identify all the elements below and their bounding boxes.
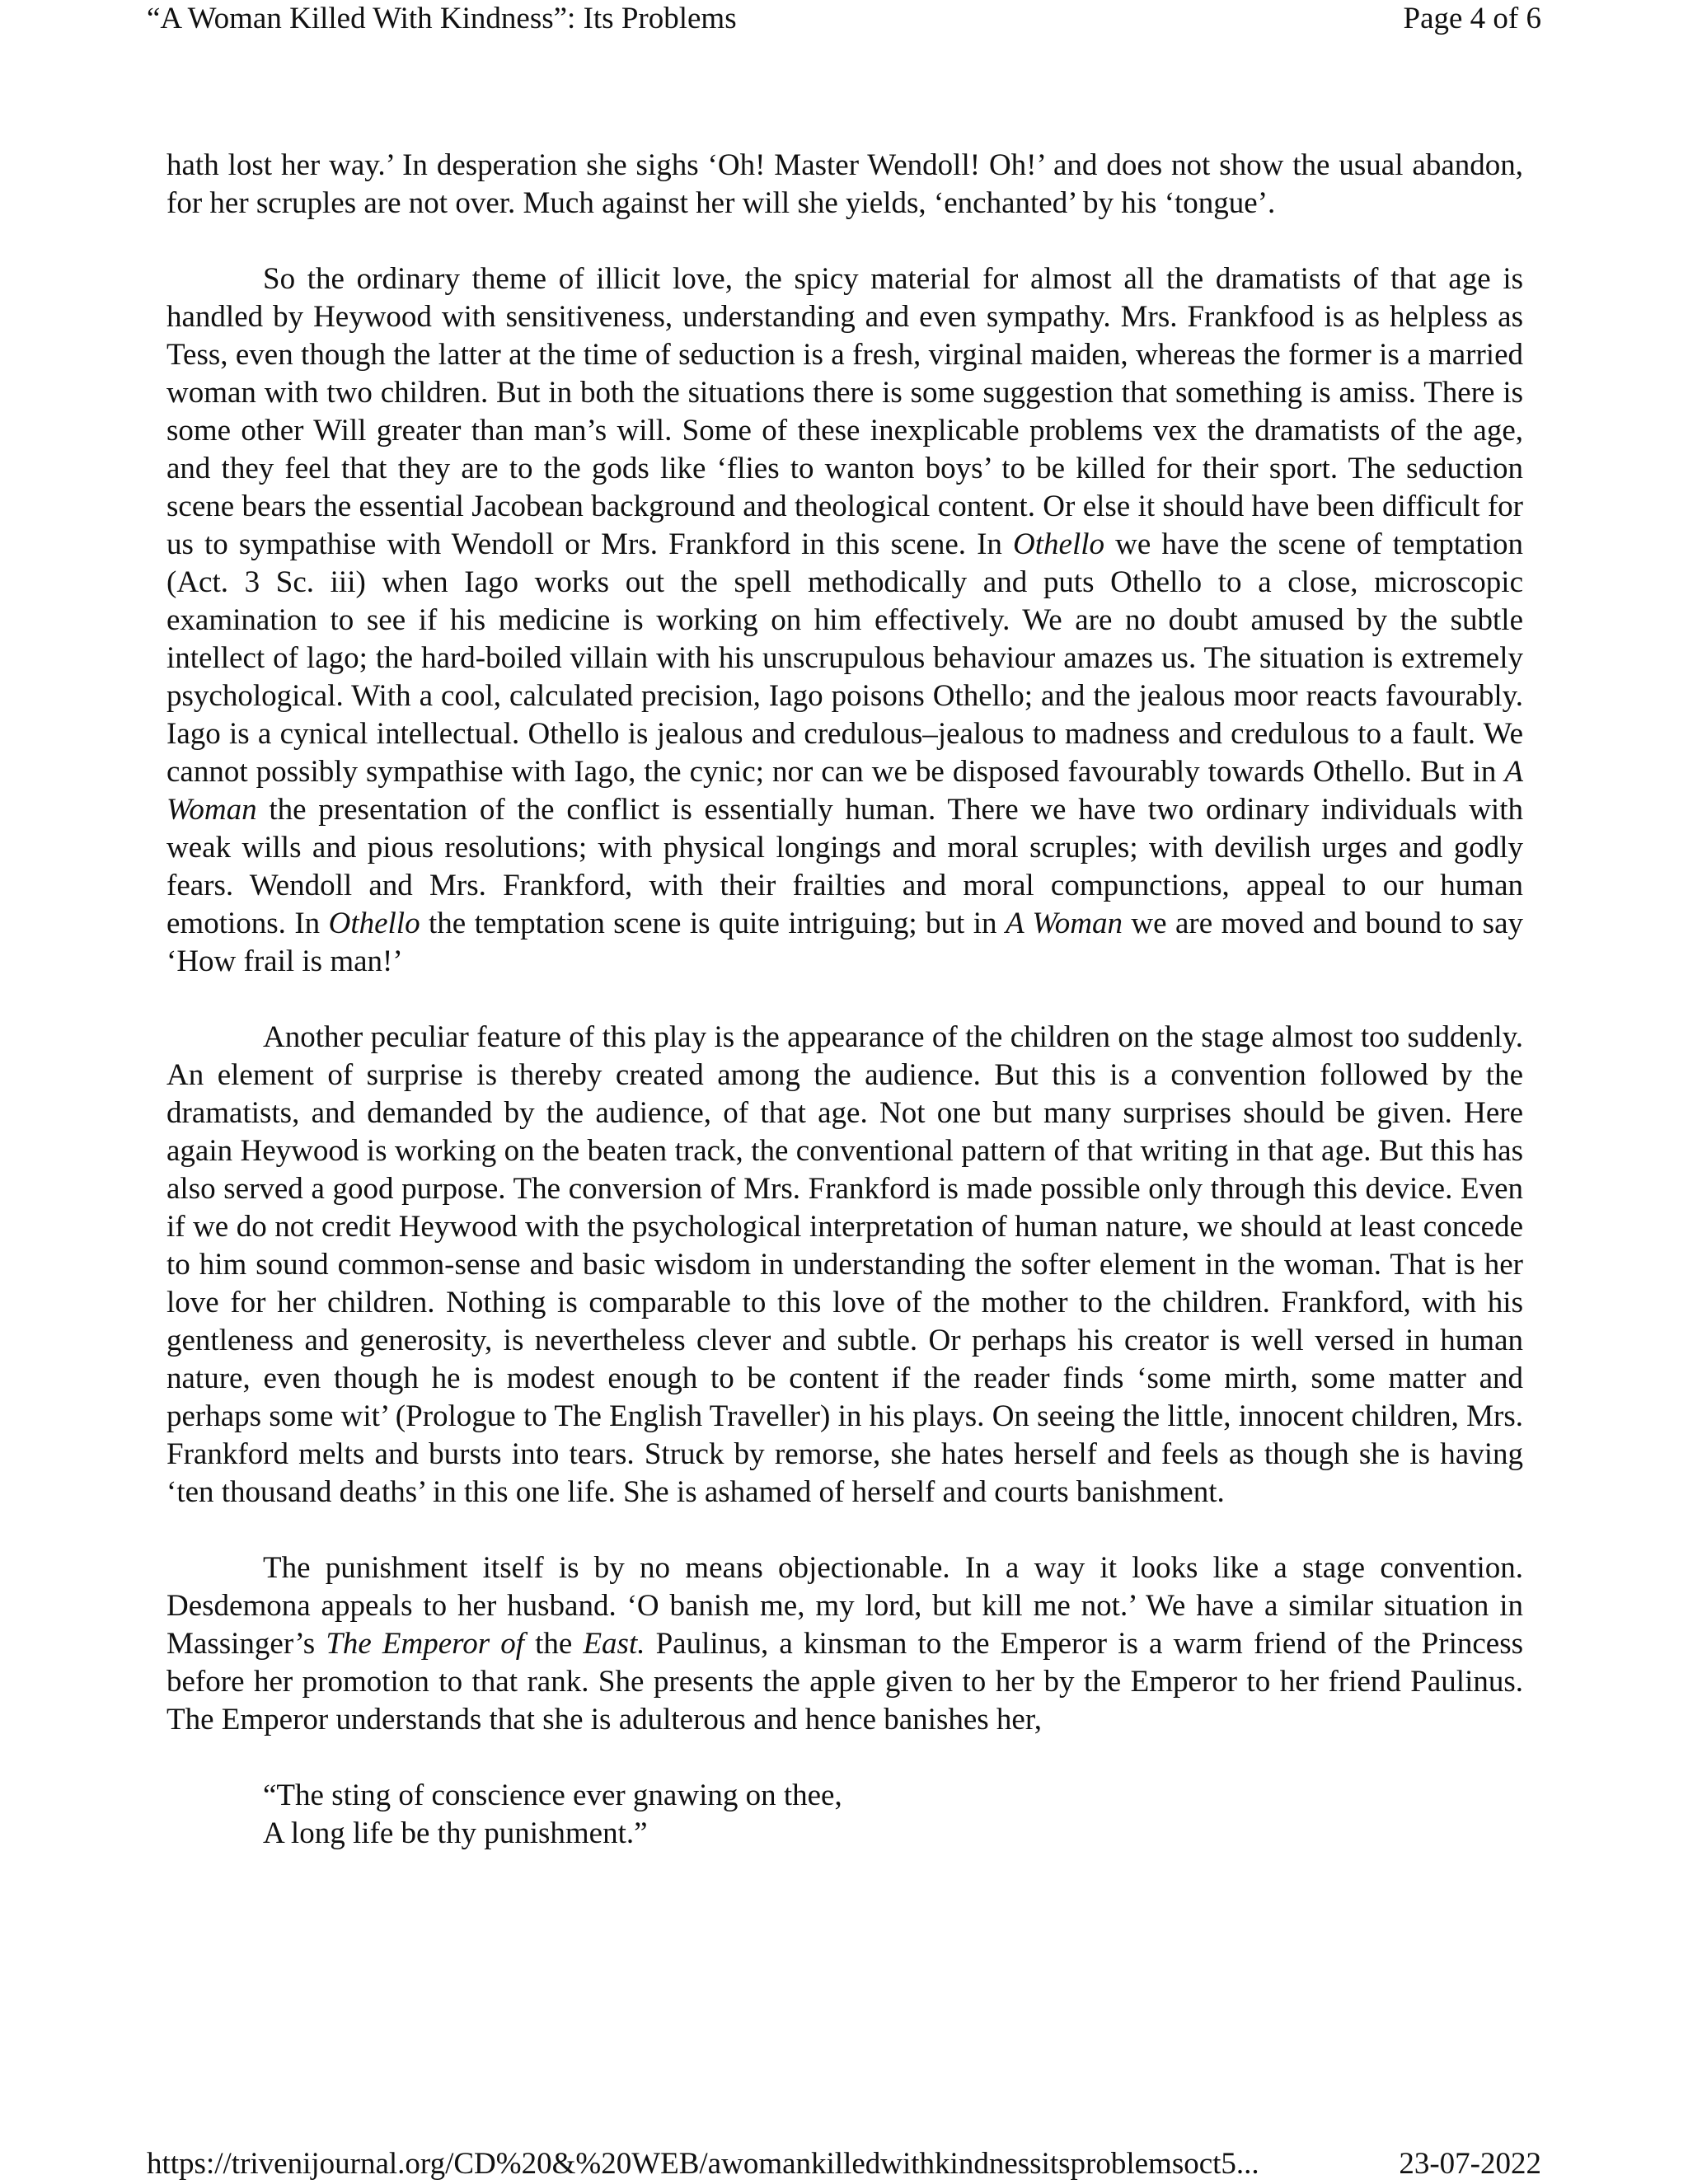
paragraph-2-italic-othello-1: Othello [1013, 527, 1104, 561]
paragraph-2-text-2: we have the scene of temptation (Act. 3 Sc. iii) when Iago works out the spell methodically and puts Othello to a close, microscopic examination to see if his medicine is working on him effectively. We are no doubt amused by the subtle intellect of lago; the hard-boiled villain with his unscrupulous behaviour amazes us. The situation is extremely psychological. With a cool, calculated precision, Iago poisons Othello; and the jealous moor reacts favourably. Iago is a cynical intellectual. Othello is jealous and credulous–jealous to madness and credulous to a fault. We cannot possibly sympathise with Iago, the cynic; nor can we be disposed favourably towards Othello. But in [166, 527, 1524, 789]
paragraph-2-text-3: the presentation of the conflict is essentially human. There we have two ordinary individuals with weak wills and pious resolutions; with physical longings and moral scruples; with devilish urges and godly fears. Wendoll and Mrs. Frankford, with their frailties and moral compunctions, appeal to our human emotions. In [166, 793, 1523, 940]
block-quote [166, 1777, 1523, 1853]
paragraph-2-italic-a-woman-1: A Woman [166, 755, 1523, 827]
article-body [166, 147, 1523, 1853]
quote-line-1: “The sting of conscience ever gnawing on thee, [263, 1779, 842, 1812]
paragraph-4-text-3: Paulinus, a kinsman to the Emperor is a warm friend of the Princess before her promotion to that rank. She presents the apple given to her by the Emperor to her friend Paulinus. The Emperor understands that she is adulterous and hence banishes her, [166, 1627, 1523, 1736]
page-number: Page 4 of 6 [1403, 2, 1541, 35]
paragraph-2-text-4: the temptation scene is quite intriguing; but in [420, 907, 1006, 940]
paragraph-4-italic-east: East. [583, 1627, 645, 1661]
paragraph-1: hath lost her way.’ In desperation she sighs ‘Oh! Master Wendoll! Oh!’ and does not show the usual abandon, for her scruples are not over. Much against her will she yields, ‘enchanted’ by his ‘tongue’. [166, 148, 1523, 220]
paragraph-2-italic-a-woman-2: A Woman [1005, 907, 1123, 940]
paragraph-4 [166, 1549, 1523, 1739]
paragraph-3: Another peculiar feature of this play is the appearance of the children on the stage almost too suddenly. An element of surprise is thereby created among the audience. But this is a convention followed by the dramatists, and demanded by the audience, of that age. Not one but many surprises should be given. Here again Heywood is working on the beaten track, the conventional pattern of that writing in that age. But this has also served a good purpose. The conversion of Mrs. Frankford is made possible only through this device. Even if we do not credit Heywood with the psychological interpretation of human nature, we should at least concede to him sound common-sense and basic wisdom in understanding the softer element in the woman. That is her love for her children. Nothing is comparable to this love of the mother to the children. Frankford, with his gentleness and generosity, is nevertheless clever and subtle. Or perhaps his creator is well versed in human nature, even though he is modest enough to be content if the reader finds ‘some mirth, some matter and perhaps some wit’ (Prologue to The English Traveller) in his plays. On seeing the little, innocent children, Mrs. Frankford melts and bursts into tears. Struck by remorse, she hates herself and feels as though she is having ‘ten thousand deaths’ in this one life. She is ashamed of herself and courts banishment. [166, 1020, 1523, 1509]
paragraph-2-italic-othello-2: Othello [328, 907, 420, 940]
footer-date: 23-07-2022 [1399, 2147, 1541, 2181]
quote-line-2: A long life be thy punishment.” [263, 1816, 648, 1850]
paragraph-4-italic-emperor-of: The Emperor of [326, 1627, 524, 1661]
footer-url: https://trivenijournal.org/CD%20&%20WEB/awomankilledwithkindnessitsproblemsoct5... [147, 2147, 1259, 2181]
paragraph-2-text-1: So the ordinary theme of illicit love, the spicy material for almost all the dramatists of that age is handled by Heywood with sensitiveness, understanding and even sympathy. Mrs. Frankfood is as helpless as Tess, even though the latter at the time of seduction is a fresh, virginal maiden, whereas the former is a married woman with two children. But in both the situations there is some suggestion that something is amiss. There is some other Will greater than man’s will. Some of these inexplicable problems vex the dramatists of the age, and they feel that they are to the gods like ‘flies to wanton boys’ to be killed for their sport. The seduction scene bears the essential Jacobean background and theological content. Or else it should have been difficult for us to sympathise with Wendoll or Mrs. Frankford in this scene. In [166, 262, 1523, 561]
header-title: “A Woman Killed With Kindness”: Its Problems [147, 2, 737, 35]
paragraph-2 [166, 260, 1523, 981]
paragraph-2-text-5: we are moved and bound to say ‘How frail is man!’ [166, 907, 1524, 978]
paragraph-4-text-2: the [524, 1627, 584, 1661]
paragraph-4-text-1: The punishment itself is by no means objectionable. In a way it looks like a stage convention. Desdemona appeals to her husband. ‘O banish me, my lord, but kill me not.’ We have a similar situation in Massinger’s [166, 1551, 1523, 1661]
